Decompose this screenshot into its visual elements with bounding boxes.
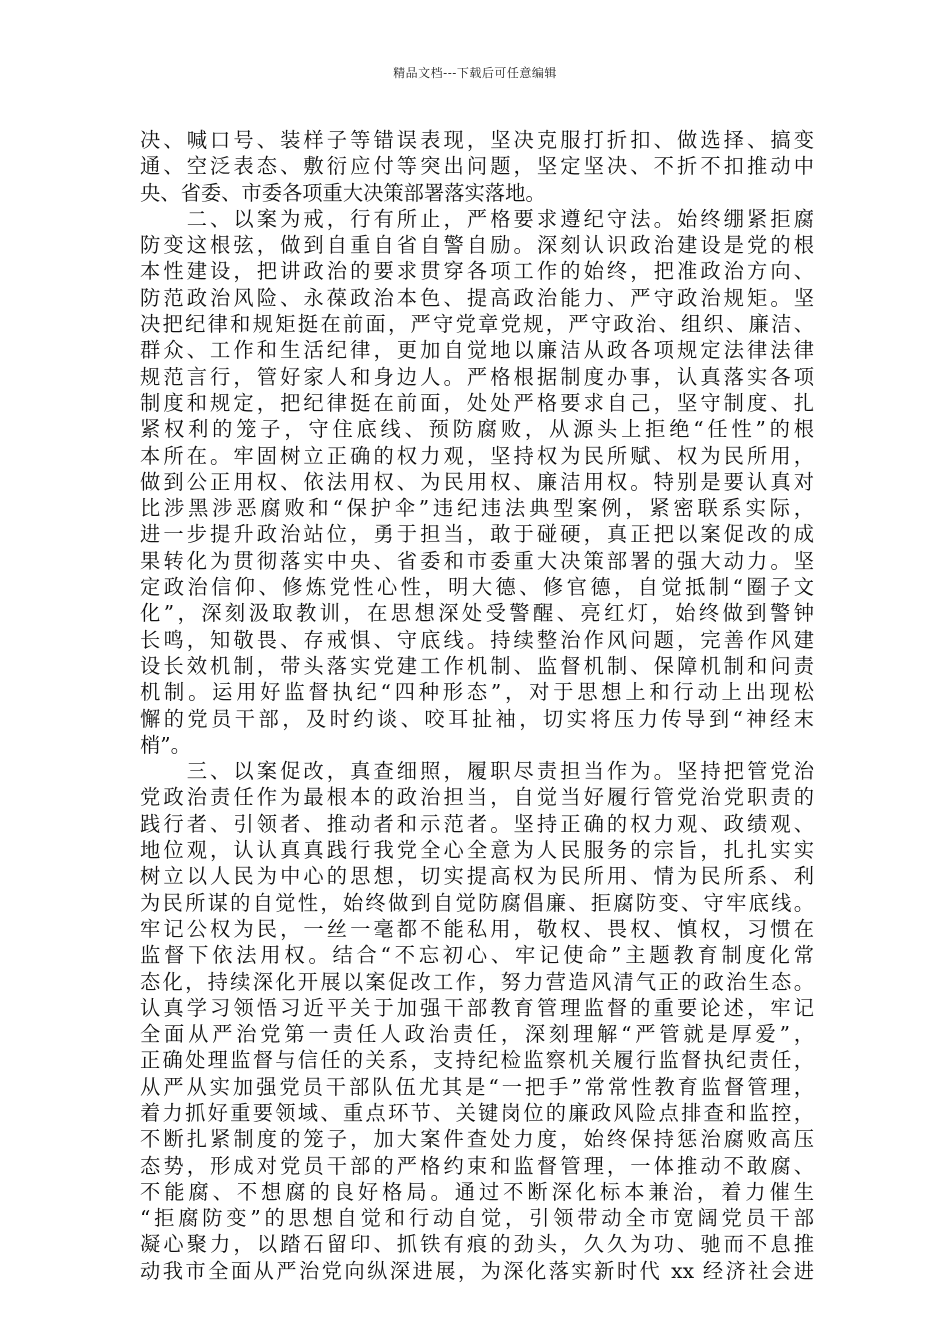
text-line: 动我市全面从严治党向纵深进展，为深化落实新时代 xx 经济社会进 — [140, 1258, 814, 1283]
text-line: 机制。运用好监督执纪“四种形态”，对于思想上和行动上出现松 — [140, 680, 814, 705]
text-line: 防变这根弦，做到自重自省自警自励。深刻认识政治建设是党的根 — [140, 233, 814, 258]
text-line: 长鸣，知敬畏、存戒惧、守底线。持续整治作风问题，完善作风建 — [140, 627, 814, 652]
text-line: 监督下依法用权。结合“不忘初心、牢记使命”主题教育制度化常 — [140, 943, 814, 968]
text-line: 通、空泛表态、敷衍应付等突出问题，坚定坚决、不折不扣推动中 — [140, 154, 814, 179]
text-line: 牢记公权为民，一丝一毫都不能私用，敬权、畏权、慎权，习惯在 — [140, 916, 814, 941]
text-line: 定政治信仰、修炼党性心性，明大德、修官德，自觉抵制“圈子文 — [140, 575, 814, 600]
text-line: 做到公正用权、依法用权、为民用权、廉洁用权。特别是要认真对 — [140, 469, 814, 494]
text-line: 不断扎紧制度的笼子，加大案件查处力度，始终保持惩治腐败高压 — [140, 1127, 814, 1152]
text-line: 着力抓好重要领域、重点环节、关键岗位的廉政风险点排查和监控， — [140, 1100, 814, 1125]
text-line: 正确处理监督与信任的关系，支持纪检监察机关履行监督执纪责任， — [140, 1048, 814, 1073]
text-line: 态化，持续深化开展以案促改工作，努力营造风清气正的政治生态。 — [140, 969, 814, 994]
text-line: 群众、工作和生活纪律，更加自觉地以廉洁从政各项规定法律法律 — [140, 338, 814, 363]
text-line: 本所在。牢固树立正确的权力观，坚持权为民所赋、权为民所用， — [140, 443, 814, 468]
text-line: 果转化为贯彻落实中央、省委和市委重大决策部署的强大动力。坚 — [140, 548, 814, 573]
text-line: 践行者、引领者、推动者和示范者。坚持正确的权力观、政绩观、 — [140, 811, 814, 836]
text-line: 规范言行，管好家人和身边人。严格根据制度办事，认真落实各项 — [140, 364, 814, 389]
text-line: 认真学习领悟习近平关于加强干部教育管理监督的重要论述，牢记 — [140, 995, 814, 1020]
text-line: 懈的党员干部，及时约谈、咬耳扯袖，切实将压力传导到“神经末 — [140, 706, 814, 731]
text-line: 设长效机制，带头落实党建工作机制、监督机制、保障机制和问责 — [140, 653, 814, 678]
text-line: 化”，深刻汲取教训，在思想深处受警醒、亮红灯，始终做到警钟 — [140, 601, 814, 626]
text-line: 为民所谋的自觉性，始终做到自觉防腐倡廉、拒腐防变、守牢底线。 — [140, 890, 814, 915]
text-line: 央、省委、市委各项重大决策部署落实落地。 — [140, 180, 546, 205]
text-line: 制度和规定，把纪律挺在前面，处处严格要求自己，坚守制度、扎 — [140, 390, 814, 415]
text-line: 地位观，认认真真践行我党全心全意为人民服务的宗旨，扎扎实实 — [140, 838, 814, 863]
text-line: 凝心聚力，以踏石留印、抓铁有痕的劲头，久久为功、驰而不息推 — [140, 1232, 814, 1257]
text-line: 梢”。 — [140, 732, 191, 757]
text-line: 比涉黑涉恶腐败和“保护伞”违纪违法典型案例，紧密联系实际， — [140, 496, 814, 521]
text-line: 党政治责任作为最根本的政治担当，自觉当好履行管党治党职责的 — [140, 785, 814, 810]
document-body — [140, 127, 814, 1284]
text-line: 二、以案为戒，行有所止，严格要求遵纪守法。始终绷紧拒腐 — [140, 206, 814, 231]
text-line: 决把纪律和规矩挺在前面，严守党章党规，严守政治、组织、廉洁、 — [140, 312, 814, 337]
page-header: 精品文档---下载后可任意编辑 — [393, 66, 557, 80]
text-line: 态势，形成对党员干部的严格约束和监督管理，一体推动不敢腐、 — [140, 1153, 814, 1178]
text-line: 紧权利的笼子，守住底线、预防腐败，从源头上拒绝“任性”的根 — [140, 417, 814, 442]
text-line: 树立以人民为中心的思想，切实提高权为民所用、情为民所系、利 — [140, 864, 814, 889]
text-line: 进一步提升政治站位，勇于担当，敢于碰硬，真正把以案促改的成 — [140, 522, 814, 547]
text-line: 全面从严治党第一责任人政治责任，深刻理解“严管就是厚爱”， — [140, 1022, 814, 1047]
text-line: 防范政治风险、永葆政治本色、提高政治能力、严守政治规矩。坚 — [140, 285, 814, 310]
text-line: 决、喊口号、装样子等错误表现，坚决克服打折扣、做选择、搞变 — [140, 128, 814, 152]
text-line: 三、以案促改，真查细照，履职尽责担当作为。坚持把管党治 — [140, 759, 814, 784]
text-line: 不能腐、不想腐的良好格局。通过不断深化标本兼治，着力催生 — [140, 1179, 814, 1204]
text-line: 本性建设，把讲政治的要求贯穿各项工作的始终，把准政治方向、 — [140, 259, 814, 284]
text-line: “拒腐防变”的思想自觉和行动自觉，引领带动全市宽阔党员干部 — [140, 1206, 814, 1231]
text-line: 从严从实加强党员干部队伍尤其是“一把手”常常性教育监督管理， — [140, 1074, 814, 1099]
